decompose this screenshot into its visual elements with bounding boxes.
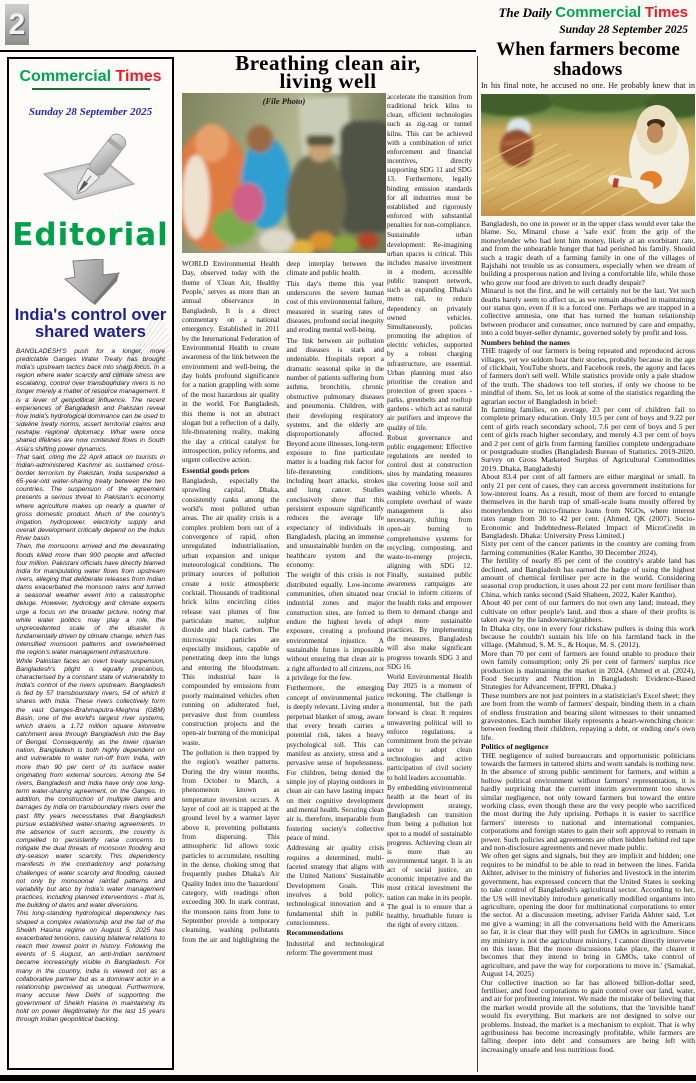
paragraph: WORLD Environmental Health Day, observed today with the theme of 'Clean Air, Healthy People,' serves as more than an annual observance in Bangladesh. It is a direct commentary on a national emergency. Established in 2011 by the International Federation of Environmental Health to create awareness of the link between the environment and well-being, the day holds profound significance for a nation grappling with some of the most hazardous air quality in the world. For Bangladesh, this theme is not an abstract slogan but a reflection of a daily, life-threatening reality, making the day a critical catalyst for introspection, policy reforms, and urgent collective action. [182,260,280,465]
editorial-pen-icon [26,126,156,218]
page-number-badge: 2 [5,4,29,45]
editorial-paragraph: BANGLADESH'S push for a longer, more predictable Ganges Water Treaty has brought India's upstream tactics back into sharp focus. In a region where water scarcity and climate stress are escalating, control over transboundary rivers is no longer merely a matter of resource management. It is a lever of geopolitical influence. The recent experiences of Bangladesh and Pakistan reveal how India's hydrological dominance can be used to sideline treaty norms, assert territorial claims and reshape regional diplomacy. What were once shared lifelines are now contested flows in South Asia's shifting power dynamics. [16,347,165,453]
paragraph: In Dhaka city, one in every four rickshaw pullers is doing this work because he couldn't sustain his life on his farmland back in the village. (Mahmud, S. M. S., & Hoque, M. S. (2012). [481,623,695,650]
paragraph: Minarul is not the first, and he will certainly not be the last. Yet such deaths barely seem to affect us, as we remain absorbed in maintaining our status quo, even if it is a forced one. Perhaps we are trapped in a collective amnesia, one that has turned the human relationship between producer and consumer, once nurtured by care and empathy, into a cold buyer-seller dynamic, governed solely by profit and loss. [481,286,695,338]
paragraph: This day's theme this year underscores the severe human cost of this environmental failure, measured in soaring rates of diseases, profound social inequity and eroding mental well-being. [286,279,384,335]
paragraph: Industrial and technological reform: The government must [286,939,384,958]
editorial-paragraph: While Pakistan faces an overt treaty suspension, Bangladesh's plight is equally precarious, characterised by a constant state of vulnerability to India's control of the rivers upstream. Bangladesh is fed by 57 transboundary rivers, 54 of which it shares with India. These rivers collectively form the vast Ganges-Brahmaputra-Meghna (GBM) Basin, one of the world's largest river systems, which drains a 1.72 million square kilometre catchment area through Bangladesh into the Bay of Bengal. Consequently, as the lower riparian nation, Bangladesh is both highly dependent on and vulnerable to water run-off from India, with more than 90 per cent of its surface water originating from external sources. Among the 54 rivers, Bangladesh and India have only one long-term water-sharing agreement, on the Ganges. In addition, the construction of multiple dams and barrages by India on transboundary rivers over the past fifty years necessitates that Bangladesh pursue established water-sharing agreements. In the absence of such accords, the country is compelled to persistently raise concerns to mitigate the dual threats of monsoon flooding and dry-season water scarcity. This dependency manifests in the contradictory and polarising challenges of water scarcity and flooding, caused not only by monsoonal rainfall patterns and variability but also by India's water management practices, including planned interventions - that is, the building of dams and water diversions. [16,657,165,910]
paragraph: The link between air pollution and diseases is stark and undeniable. Hospitals report a dramatic seasonal spike in the number of patients suffering from asthma, bronchitis, chronic obstructive pulmonary diseases and pneumonia. Children, with their developing respiratory systems, and the elderly are disproportionately affected. Beyond acute illnesses, long-term exposure to fine particulate matter is a loading risk factor for life-threatening conditions, including heart attacks, strokes and lung cancer. Studies conclusively show that this persistent exposure significantly reduces the average life expectancy of individuals in Bangladesh, placing an immense and unsustainable burden on the healthcare system and the economy. [286,336,384,569]
editorial-paragraph: Then, the monsoons arrived and the devastating floods killed more than 900 people and affected four million. Pakistani officials have directly blamed India for manipulating water flows from upstream rivers, alleging that deliberate releases from Indian dams exacerbated the monsoon rains and turned a seasonal weather event into a catastrophic deluge. However, hydrology and climate experts urge a focus on the broader picture, noting that while water politics may play a role, the unprecedented scale of the disaster is fundamentally driven by climate change, which has intensified monsoon patterns and overwhelmed the region's water management infrastructure. [16,543,165,657]
wheat-field-photo [481,94,695,216]
article-title-line1: Breathing clean air, [235,54,421,75]
header-divider [0,50,476,52]
newspaper-brand [498,4,688,36]
paragraph: About 40 per cent of our farmers do not own any land; instead, they cultivate on other people's land, and thus a share of their profits is taken away by the landowners/grabbers. [481,598,695,625]
editorial-paragraph: That said, citing the 22 April attack on tourists in Indian-administered Kashmir as sustained cross-border terrorism by Pakistan, India suspended a 65-year-old water-sharing treaty between the two countries. The suspension of the agreement presents a serious threat to Pakistan's economy, where agriculture makes up nearly a quarter of gross domestic product. Much of the country's irrigation, hydropower, electricity supply and overall development critically depend on the Indus River basin. [16,453,165,543]
down-arrow-icon [59,259,123,305]
article-title: When farmers become shadows [496,40,680,80]
article-body [481,220,695,1072]
masthead-underline [32,88,150,90]
article-breathing-clean-air [181,54,475,1072]
brand-title [498,4,688,22]
paragraph: Sixty per cent of the cancer patients in the country are coming from farming communities (Kaler Kantho, 30 December 2024). [481,539,695,557]
paragraph: In farming families, on average, 23 per cent of children fail to complete primary education. Only 10.5 per cent of boys and 9.22 per cent of girls reach secondary school, 7.6 per cent of boys and 5 per cent of girls reach higher secondary, and merely 4.3 per cent of boys and 2 per cent of girls from farming families complete undergraduate or postgraduate studies (Bangladesh Bureau of Statistics. 2019-2020. Survey on Gross Marketed Surplus of Agricultural Commodities 2019. Dhaka, Bangladesh) [481,404,695,473]
paragraph: The fertility of nearly 85 per cent of the country's arable land has declined, and Bangladesh has earned the badge of using the highest amount of chemical fertiliser per acre in the world. Considering seasonal crop production, it uses about 22 per cent more fertiliser than China, which ranks second (Said Shaheen, 2022, Kaler Kantho). [481,556,695,599]
editorial-body [16,348,165,1024]
paragraph: The pollution is then trapped by the region's weather patterns. During the dry winter months, from October to March, a phenomenon known as temperature inversion occurs. A layer of cool air is trapped at the ground level by a warmer layer above it, preventing pollutants from dispersing. This atmospheric lid allows toxic particles to accumulate, resulting in the dense, choking smog that frequently pushes Dhaka's Air Quality Index into the 'hazardous' category, with readings often exceeding 300. In stark contrast, the monsoon rains from June to September provide a temporary cleansing, washing pollutants from the air and highlighting the deep interplay between the climate and public health. [182,260,384,944]
masthead-word-times: Times [115,68,162,85]
paragraph: By embedding environmental health at the heart of its development strategy, Bangladesh can transition from being a pollution hot spot to a model of sustainable progress. Achieving clean air is more than an environmental target. It is an act of social justice, an economic imperative and the most critical investment the nation can make in its people. The goal is to ensure that a healthy, breathable future is the right of every citizen. [387,783,472,930]
paragraph: THE negligence of suited bureaucrats and opportunistic politicians towards the farmers in tattered shirts and worn sandals is nothing new. In the absence of strong public sentiment for farmers, and within a hollow political environment without farmers' representation, it is hardly surprising that the current interim government too shows similar negligence, not only toward farmers but toward the entire working class, even though these are the very people who sacrificed the most during the July uprising. Perhaps it is easier to sacrifice farmers' interests to national and international companies, corporations and foreign states to gain their soft approval to remain in power. Such policies and agreements are often hidden behind red tape and non-disclosure agreements and never made public. [481,750,695,853]
subhead: Essential goods prices [182,466,250,475]
article-body-columns [182,260,384,1068]
editorial-headline: India's control over shared waters [14,306,167,342]
paragraph: About 83.4 per cent of all farmers are either marginal or small. In only 21 per cent of cases, they can access government institutions for low-interest loans. As a result, most of them are forced to entangle themselves in the harsh trap of small-scale loans mostly offered by moneylenders or micro-finance loans from NGOs, where interest rates range from 30 to 42 per cent. (Ahmed, QK (2007). Socio-Economic and Indebtedness-Related Impact of MicroCredit in Bangladesh. Dhaka: University Press Limited.) [481,472,695,541]
subhead: Politics of negligence [481,742,549,752]
paragraph: Our collective inaction so far has allowed billion-dollar seed, fertiliser, and food corporations to gain control over our land, water, and air for profiteering interest. We made the mistake of believing that the market would provide all the solutions, that the 'invisible hand' would fix everything. But markets are not designed to solve our problems. Instead, the market is a mechanism to exploit. That is why agribusiness has become increasingly profitable, while farmers are falling deeper into debt and consumers are being left with increasingly unsafe and less nutritious food. [481,977,695,1054]
paragraph: Bangladesh, no one in power or in the upper class would ever take the blame. So, Minarul chose a 'safe exit' from the grip of the moneylender who had lent him money, likely at an exorbitant rate, and from the unbearable hunger that had perished his family. Should such a tragic death of a farming family in one of the villages of Rajshahi not trouble us as consumers, especially when we dream of building a prosperous nation and living a comfortable life, while those who grow our food are driven to such deadly despair? [481,220,695,287]
paragraph: THE tragedy of our farmers is being repeated and reproduced across villages, yet we seldom hear their stories, probably because in the age of clickbait, YouTube shorts, and Facebook reels, the agony and faces of farmers don't sell well. While statistics provide only a pale shadow of the truth. The shadows too tell stories, if only we choose to be mindful of them. So, let us look at some of the statistics regarding the agrarian sector of Bangladesh in brief: [481,346,695,406]
wheat-field-illustration [481,94,695,216]
page-bottom-rule [0,1075,696,1081]
editorial-date: Sunday 28 September 2025 [28,106,153,118]
brand-word-times: Times [644,4,688,21]
article-when-farmers-become-shadows [481,40,695,1072]
brand-prefix: The Daily [498,5,552,20]
photo-caption: (File Photo) [262,96,306,106]
paragraph: Robust governance and public engagement: Effective regulations are needed to control dust at construction sites by mandating measures like covering loose soil and washing vehicle wheels. A complete overhaul of waste management is also necessary, shifting from open-air burning to comprehensive systems for recycling, composting, and waste-to-energy projects, aligning with SDG 12. Finally, sustained public awareness campaigns are crucial to inform citizens of the health risks and empower them to demand change and adopt more sustainable practices. By implementing the measures, Bangladesh will also make significant progress towards SDG 3 and SDG 16. [387,433,472,671]
masthead-word-commercial: Commercial [19,68,112,85]
street-scene-illustration [182,93,386,253]
paragraph: More than 70 per cent of farmers are found unable to produce their own family consumption; only 26 per cent of farmers' surplus rice production is maintaining the market in 2024. (Ahmed et al. (2024), Food Security and Nutrition in Bangladesh: Evidence-Based Strategies for Advancement, IFPRI, Dhaka.) [481,648,695,692]
paragraph: World Environmental Health Day 2025 is a moment of reckoning. The challenge is monumental, but the path forward is clear. It requires unwavering political will to enforce regulations, a commitment from the private sector to adopt clean technologies and active participation of civil society to hold leaders accountable. [387,672,472,782]
brand-word-commercial: Commercial [555,4,642,21]
paragraph: accelerate the transition from traditional brick kilns to clean, efficient technologies such as zig-zag or tunnel kilns. This can be achieved with a combination of strict enforcement and financial incentives, directly supporting SDG 11 and SDG 13. Furthermore, legally binding emission standards for all industries must be established and rigorously enforced with substantial penalties for non-compliance. [387,93,472,230]
paragraph: These numbers are not just pointers in a statistician's Excel sheet; they are born from the womb of farmers' despair, binding them in a chain of endless frustration and bearing silent witnesses to their unnamed gravestones. Each number likely represents a heart-wrenching choice: between feeding their children, repaying a debt, or ending one's own life. [481,690,695,742]
street-scene-photo [182,93,386,253]
paragraph: Furthermore, the emerging concept of environmental justice is deeply relevant. Living under a perpetual blanket of smog, aware that every breath carries a potential risk, takes a heavy psychological toll. This can manifest as anxiety, stress and a pervasive sense of hopelessness. For children, being denied the simple joy of playing outdoors in clean air can have lasting impact on their cognitive development and mental health. Securing clean air is, therefore, inseparable from fostering society's collective peace of mind. [286,684,384,842]
subhead: Numbers behind the names [481,337,570,347]
paragraph: We often get signs and signals, but they are implicit and hidden; one requires to be mindful to be able to read in between the lines. Farida Akhter, adviser to the ministry of fisheries and livestock in the interim government, has expressed concern that the United States is seeking to take control of Bangladesh's agricultural sector. According to her, the US will inevitably introduce genetically modified organisms into agriculture, opening the door for multinational corporations to enter the sector. At a discussion meeting, adviser Farida Akhter said, 'Let me give a warning; in all the conversations held with the Americans so far, it is clear that they will push for GMOs in agriculture. Since my ministry is not the agriculture ministry, I cannot directly intervene on this issue. But the more discussions take place, the clearer it becomes that they intend to bring in GMOs, take control of agriculture, and pave the way for corporations to move in.' (Samakal, August 14, 2025) [481,851,695,979]
editorial-paragraph: This long-standing hydrological dependency has shaped a complex relationship and the fall of the Sheikh Hasina regime on August 5, 2025 has exacerbated tensions, causing bilateral relations to reach their lowest point in history. Following the events of 5 August, an anti-Indian sentiment became increasingly visible in Bangladesh. For many in the country, India is viewed not as a collaborative partner but as a dominant actor in a relationship perceived as unequal. Furthermore, many accuse New Delhi of supporting the government of Sheikh Hasina in maintaining its hold on power illegitimately for the last 15 years through Indian geopolitical backing. [16,910,165,1024]
editorial-section [7,57,174,1070]
editorial-masthead [9,68,172,90]
subhead: Recommendations [286,929,344,938]
article-title [181,54,475,93]
editorial-label: Editorial [12,217,169,253]
article-title-line2: living well [279,69,377,93]
article-intro: In his final note, he accused no one. He probably knew that in [481,81,695,90]
issue-date: Sunday 28 September 2025 [559,23,688,36]
column-divider [477,56,478,1072]
paragraph: Addressing air quality crisis requires a determined, multi-faceted strategy that aligns with the United Nations' Sustainable Development Goals. This involves a bold policy, technological innovation and a fundamental shift in public consciousness. [286,844,384,928]
paragraph: Bangladesh, especially the sprawling capital, Dhaka, consistently ranks among the world's most polluted urban areas. The air quality crisis is a complex problem born out of a convergence of rapid, often unregulated industrialisation, urban expansion and unique meteorological conditions. The primary sources of pollution create a toxic atmospheric cocktail. Thousands of traditional brick kilns encircling cities release vast plumes of fine particulate matter, sulphur dioxide and black carbon. The microscopic particles are especially insidious, capable of penetrating deep into the lungs and entering the bloodstream. This industrial haze is compounded by emissions from poorly maintained vehicles often running on adulterated fuel, pervasive dust from countless construction projects and the open-air burning of the municipal waste. [182,476,280,747]
article-body-third-column [387,93,472,1070]
paragraph: Sustainable urban development: Re-imagining urban spaces is critical. This includes massive investment in a modern, accessible public transport network, such as expanding Dhaka's metro rail, to reduce dependency on privately owned vehicles. Simultaneously, policies promoting the adoption of electric vehicles, supported by a robust charging infrastructure, are essential. Urban planning must also prioritise the creation and protection of green spaces - parks, greenbelts and rooftop gardens - which act as natural air purifiers and improve the quality of life. [387,231,472,432]
paragraph: The weight of this crisis is not distributed equally. Low-income communities, often situated near industrial zones and major construction sites, are forced to endure the highest levels of exposure, creating a profound environmental injustice. A sustainable future is impossible without ensuring that clean air is a right afforded to all citizens, not a privilege for the few. [286,571,384,683]
